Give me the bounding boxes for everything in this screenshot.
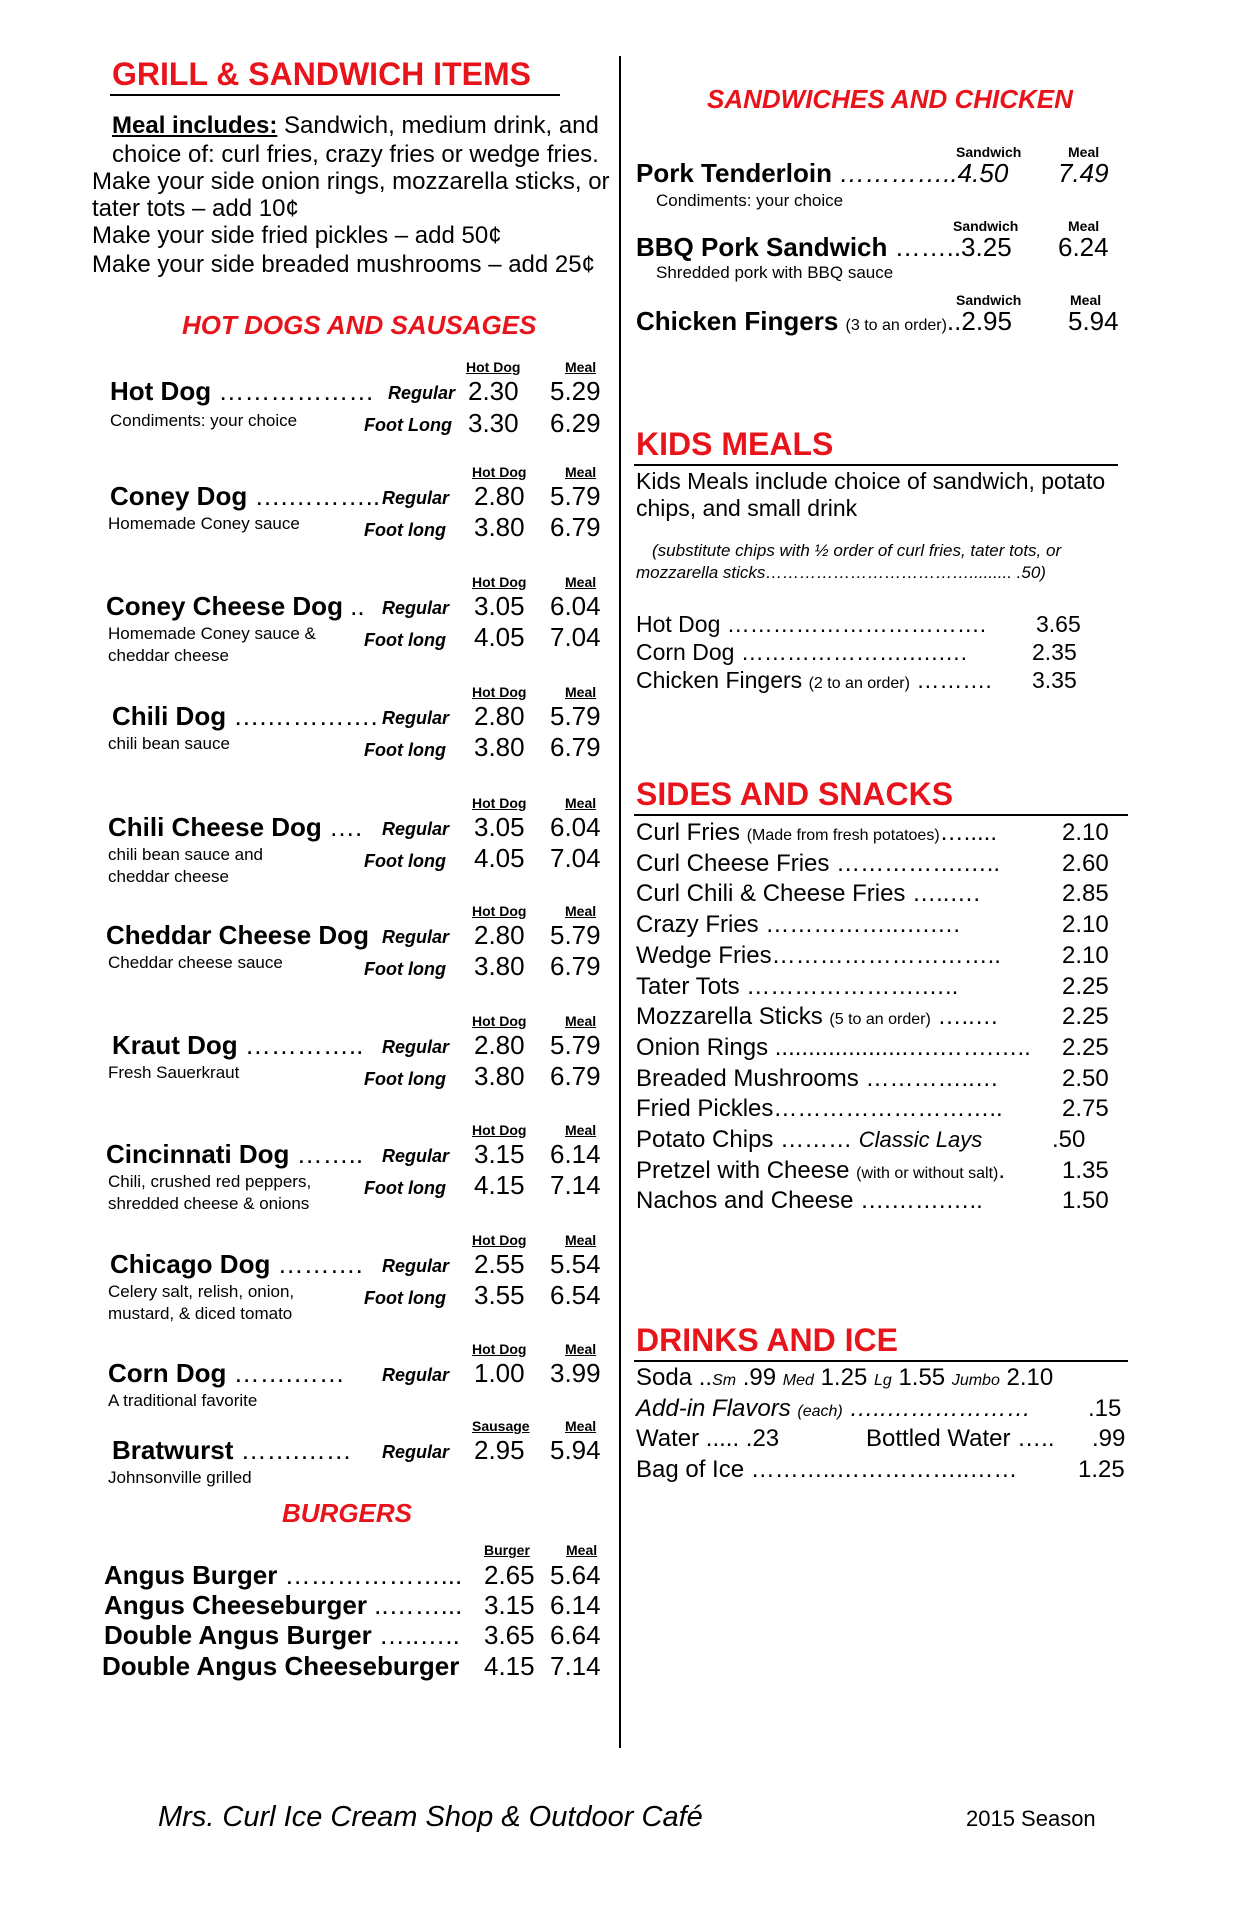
footlong-meal-price: 6.54: [550, 1280, 601, 1310]
burger-item: Double Angus Burger …..…..: [104, 1620, 460, 1650]
item-desc: Chili, crushed red peppers, shredded cheese & onions: [108, 1172, 312, 1213]
footer-title: Mrs. Curl Ice Cream Shop & Outdoor Café: [158, 1801, 703, 1833]
side-item: Mozzarella Sticks (5 to an order) …..…: [636, 1003, 999, 1031]
side-item: Onion Rings ....................….…….…..: [636, 1033, 1031, 1061]
col-header-meal: Meal: [1068, 144, 1100, 160]
regular-label: Regular: [382, 1037, 450, 1057]
side-item: Fried Pickles………………………..: [636, 1095, 1003, 1123]
regular-meal-price: 5.94: [550, 1435, 601, 1465]
side-item: Breaded Mushrooms …………..…: [636, 1064, 999, 1092]
side-item: Pretzel with Cheese (with or without salt).: [636, 1156, 1006, 1184]
footlong-price: 3.80: [474, 732, 525, 762]
footlong-price: 4.05: [474, 622, 525, 652]
side-item: Potato Chips ……… Classic Lays: [636, 1126, 983, 1153]
footlong-label: Foot long: [364, 959, 446, 979]
regular-price: 1.00: [474, 1358, 525, 1388]
item-name: Coney Cheese Dog ..: [106, 591, 365, 621]
regular-label: Regular: [382, 1146, 450, 1166]
regular-label: Regular: [382, 1365, 450, 1385]
meal-includes-label: Meal includes:: [112, 112, 278, 139]
kids-price: 3.65: [1036, 611, 1081, 637]
col-header-hotdog: Hot Dog: [472, 574, 527, 590]
footlong-meal-price: 6.79: [550, 732, 601, 762]
grill-line: Make your side fried pickles – add 50¢: [92, 222, 502, 249]
side-price: 2.10: [1062, 819, 1109, 846]
regular-label: Regular: [382, 488, 450, 508]
sides-title: SIDES AND SNACKS: [636, 776, 954, 812]
col-header-meal: Meal: [565, 903, 597, 919]
sandwich-item: BBQ Pork Sandwich ……..3.25: [636, 232, 1012, 262]
footlong-price: 3.55: [474, 1280, 525, 1310]
side-item: Curl Fries (Made from fresh potatoes)….....: [636, 819, 997, 846]
regular-price: 2.80: [474, 1030, 525, 1060]
bottled-water: Bottled Water …..: [866, 1425, 1055, 1452]
regular-label: Regular: [388, 383, 456, 403]
item-desc: Condiments: your choice: [110, 411, 298, 430]
item-desc: Fresh Sauerkraut: [108, 1063, 240, 1082]
side-price: 2.50: [1062, 1064, 1109, 1092]
col-header-meal: Meal: [565, 1418, 597, 1434]
regular-meal-price: 6.14: [550, 1139, 601, 1169]
col-header-hotdog: Hot Dog: [472, 464, 527, 480]
regular-price: 3.05: [474, 812, 525, 842]
col-header-meal: Meal: [565, 795, 597, 811]
hotdogs-title: HOT DOGS AND SAUSAGES: [182, 310, 537, 340]
kids-sub: (substitute chips with ½ order of curl fries, tater tots, or: [652, 541, 1062, 560]
footlong-meal-price: 7.04: [550, 843, 601, 873]
burger-item: Double Angus Cheeseburger: [102, 1651, 460, 1681]
side-price: 1.50: [1062, 1187, 1109, 1215]
burger-price: 2.65: [484, 1560, 535, 1590]
col-header-hotdog: Hot Dog: [472, 1013, 527, 1029]
item-desc: Homemade Coney sauce & cheddar cheese: [108, 624, 316, 665]
side-item: Crazy Fries ……………..….….: [636, 911, 961, 939]
footlong-price: 4.15: [474, 1170, 525, 1200]
kids-title-rule: [634, 464, 1118, 466]
regular-meal-price: 3.99: [550, 1358, 601, 1388]
burger-meal-price: 5.64: [550, 1560, 601, 1590]
col-header-hotdog: Hot Dog: [472, 1232, 527, 1248]
regular-price: 3.15: [474, 1139, 525, 1169]
footlong-label: Foot long: [364, 740, 446, 760]
footlong-price: 3.80: [474, 951, 525, 981]
drinks-title: DRINKS AND ICE: [636, 1322, 898, 1358]
regular-meal-price: 5.79: [550, 920, 601, 950]
footlong-label: Foot long: [364, 851, 446, 871]
meal-includes: [112, 112, 599, 140]
col-header-meal: Meal: [565, 1341, 597, 1357]
sides-title-rule: [634, 814, 1128, 816]
regular-price: 3.05: [474, 591, 525, 621]
item-name: Hot Dog ………………: [110, 376, 375, 406]
footlong-price: 3.30: [468, 408, 519, 438]
burgers-title: BURGERS: [282, 1498, 413, 1528]
footlong-meal-price: 6.29: [550, 408, 601, 438]
item-name: Corn Dog …….……: [108, 1358, 345, 1388]
burger-price: 3.65: [484, 1620, 535, 1650]
regular-label: Regular: [382, 1442, 450, 1462]
kids-intro: Kids Meals include choice of sandwich, potato: [636, 468, 1106, 494]
regular-price: 2.95: [474, 1435, 525, 1465]
addin-price: .15: [1088, 1395, 1122, 1422]
side-note: (Made from fresh potatoes): [746, 827, 940, 844]
kids-item: Corn Dog ………………….….….: [636, 639, 967, 665]
side-price: 2.10: [1062, 941, 1109, 969]
side-extra: Classic Lays: [858, 1127, 983, 1152]
sandwiches-title: SANDWICHES AND CHICKEN: [707, 84, 1073, 114]
col-header-hotdog: Hot Dog: [472, 684, 527, 700]
regular-label: Regular: [382, 708, 450, 728]
regular-meal-price: 5.29: [550, 376, 601, 406]
regular-meal-price: 6.04: [550, 812, 601, 842]
kids-item: Hot Dog …………………………….: [636, 611, 987, 637]
footlong-label: Foot long: [364, 1069, 446, 1089]
regular-price: 2.55: [474, 1249, 525, 1279]
footlong-label: Foot long: [364, 1178, 446, 1198]
regular-meal-price: 5.79: [550, 701, 601, 731]
grill-line: Make your side breaded mushrooms – add 25¢: [92, 251, 595, 278]
footlong-meal-price: 6.79: [550, 951, 601, 981]
col-header-meal: Meal: [565, 464, 597, 480]
regular-price: 2.30: [468, 376, 519, 406]
regular-label: Regular: [382, 1256, 450, 1276]
ice-price: 1.25: [1078, 1456, 1125, 1483]
kids-price: 2.35: [1032, 639, 1077, 665]
side-item: Wedge Fries………………………..: [636, 941, 1001, 969]
item-desc: A traditional favorite: [108, 1391, 258, 1410]
grill-line: Make your side onion rings, mozzarella sticks, or: [92, 168, 610, 195]
sandwich-meal-price: 6.24: [1058, 232, 1109, 262]
footer-season: 2015 Season: [966, 1806, 1096, 1831]
regular-meal-price: 5.54: [550, 1249, 601, 1279]
item-name: Kraut Dog …………..: [112, 1030, 364, 1060]
item-name: Cincinnati Dog ……..: [106, 1139, 364, 1169]
item-desc: Celery salt, relish, onion, mustard, & diced tomato: [108, 1282, 295, 1323]
side-note: (5 to an order): [829, 1011, 931, 1029]
item-desc: Homemade Coney sauce: [108, 514, 300, 533]
regular-label: Regular: [382, 598, 450, 618]
item-name: Chili Cheese Dog ….: [108, 812, 363, 842]
regular-label: Regular: [382, 819, 450, 839]
regular-label: Regular: [382, 927, 450, 947]
regular-meal-price: 5.79: [550, 481, 601, 511]
footlong-price: 4.05: [474, 843, 525, 873]
col-header-sandwich: Sandwich: [956, 144, 1022, 160]
burger-meal-price: 7.14: [550, 1651, 601, 1681]
col-header-meal: Meal: [565, 574, 597, 590]
item-name: Cheddar Cheese Dog: [106, 920, 369, 950]
column-divider: [619, 56, 621, 1748]
item-name: Coney Dog ….………..: [110, 481, 381, 511]
footlong-label: Foot long: [364, 520, 446, 540]
bottled-water-price: .99: [1092, 1425, 1126, 1452]
footlong-meal-price: 6.79: [550, 512, 601, 542]
item-desc: Cheddar cheese sauce: [108, 953, 283, 972]
sandwich-desc: Condiments: your choice: [656, 191, 844, 210]
meal-includes-text: Sandwich, medium drink, and: [277, 112, 599, 139]
regular-price: 2.80: [474, 920, 525, 950]
soda-row: Soda ..Sm .99 Med 1.25 Lg 1.55 Jumbo 2.10: [636, 1364, 1054, 1391]
drinks-title-rule: [634, 1360, 1128, 1362]
item-desc: chili bean sauce and cheddar cheese: [108, 845, 264, 886]
regular-price: 2.80: [474, 481, 525, 511]
burger-price: 4.15: [484, 1651, 535, 1681]
footlong-price: 3.80: [474, 1061, 525, 1091]
item-name: Chicago Dog ……….: [110, 1249, 363, 1279]
burger-meal-price: 6.64: [550, 1620, 601, 1650]
regular-meal-price: 6.04: [550, 591, 601, 621]
sandwich-meal-price: 7.49: [1058, 158, 1109, 188]
burger-meal-price: 6.14: [550, 1590, 601, 1620]
side-item: Curl Chili & Cheese Fries …..….: [636, 880, 981, 908]
kids-item: Chicken Fingers (2 to an order) ……….: [636, 667, 992, 693]
sandwich-item: Chicken Fingers (3 to an order)..2.95: [636, 306, 1012, 336]
footlong-meal-price: 7.14: [550, 1170, 601, 1200]
sandwich-meal-price: 5.94: [1068, 306, 1119, 336]
col-header-meal: Meal: [565, 1232, 597, 1248]
col-header-hotdog: Sausage: [472, 1418, 530, 1434]
kids-price: 3.35: [1032, 667, 1077, 693]
regular-meal-price: 5.79: [550, 1030, 601, 1060]
burger-item: Angus Burger ………………...: [104, 1560, 463, 1590]
grill-line: choice of: curl fries, crazy fries or wedge fries.: [112, 141, 599, 168]
side-item: Tater Tots ………………….…..: [636, 972, 959, 1000]
footlong-meal-price: 7.04: [550, 622, 601, 652]
col-header-meal: Meal: [566, 1542, 598, 1558]
item-name: Bratwurst …….……: [112, 1435, 352, 1465]
item-desc: Johnsonville grilled: [108, 1468, 252, 1487]
col-header-meal: Meal: [565, 1122, 597, 1138]
regular-price: 2.80: [474, 701, 525, 731]
sandwich-desc: Shredded pork with BBQ sauce: [656, 263, 894, 282]
burger-price: 3.15: [484, 1590, 535, 1620]
side-price: .50: [1052, 1126, 1086, 1153]
col-header-sandwich: Sandwich: [956, 292, 1022, 308]
kids-intro: chips, and small drink: [636, 495, 858, 521]
side-price: 2.10: [1062, 911, 1109, 939]
burger-item: Angus Cheeseburger ..……...: [104, 1590, 463, 1620]
col-header-hotdog: Hot Dog: [472, 1122, 527, 1138]
kids-sub: mozzarella sticks………………………………......... .50): [636, 563, 1046, 582]
footlong-label: Foot Long: [364, 415, 452, 435]
col-header-hotdog: Hot Dog: [472, 1341, 527, 1357]
col-header-meal: Meal: [565, 359, 597, 375]
col-header-meal: Meal: [565, 684, 597, 700]
side-price: 2.85: [1062, 880, 1109, 908]
water-row: Water ..... .23: [636, 1425, 780, 1452]
side-note: (with or without salt): [856, 1164, 999, 1182]
ice-row: Bag of Ice ………..……………..……: [636, 1456, 1018, 1483]
footlong-price: 3.80: [474, 512, 525, 542]
col-header-meal: Meal: [1070, 292, 1102, 308]
side-price: 1.35: [1062, 1156, 1109, 1184]
col-header-hotdog: Hot Dog: [472, 795, 527, 811]
item-desc: chili bean sauce: [108, 734, 230, 753]
col-header-hotdog: Hot Dog: [466, 359, 521, 375]
sandwich-item: Pork Tenderloin …………..4.50: [636, 158, 1009, 188]
footlong-label: Foot long: [364, 1288, 446, 1308]
grill-title-rule: [110, 94, 560, 96]
side-price: 2.25: [1062, 1033, 1109, 1061]
kids-title: KIDS MEALS: [636, 426, 834, 462]
col-header-hotdog: Hot Dog: [472, 903, 527, 919]
footlong-meal-price: 6.79: [550, 1061, 601, 1091]
grill-title: GRILL & SANDWICH ITEMS: [112, 56, 531, 92]
side-item: Curl Cheese Fries …………….…..: [636, 849, 1001, 877]
side-price: 2.25: [1062, 1003, 1109, 1031]
grill-line: tater tots – add 10¢: [92, 195, 299, 222]
side-price: 2.75: [1062, 1095, 1109, 1123]
col-header-burger: Burger: [484, 1542, 530, 1558]
col-header-meal: Meal: [1068, 218, 1100, 234]
col-header-meal: Meal: [565, 1013, 597, 1029]
side-price: 2.25: [1062, 972, 1109, 1000]
side-price: 2.60: [1062, 849, 1109, 877]
addin-row: Add-in Flavors (each) …..………………: [636, 1395, 1031, 1422]
col-header-sandwich: Sandwich: [953, 218, 1019, 234]
footlong-label: Foot long: [364, 630, 446, 650]
item-name: Chili Dog ….………….: [112, 701, 378, 731]
side-item: Nachos and Cheese ….…….…..: [636, 1187, 983, 1215]
